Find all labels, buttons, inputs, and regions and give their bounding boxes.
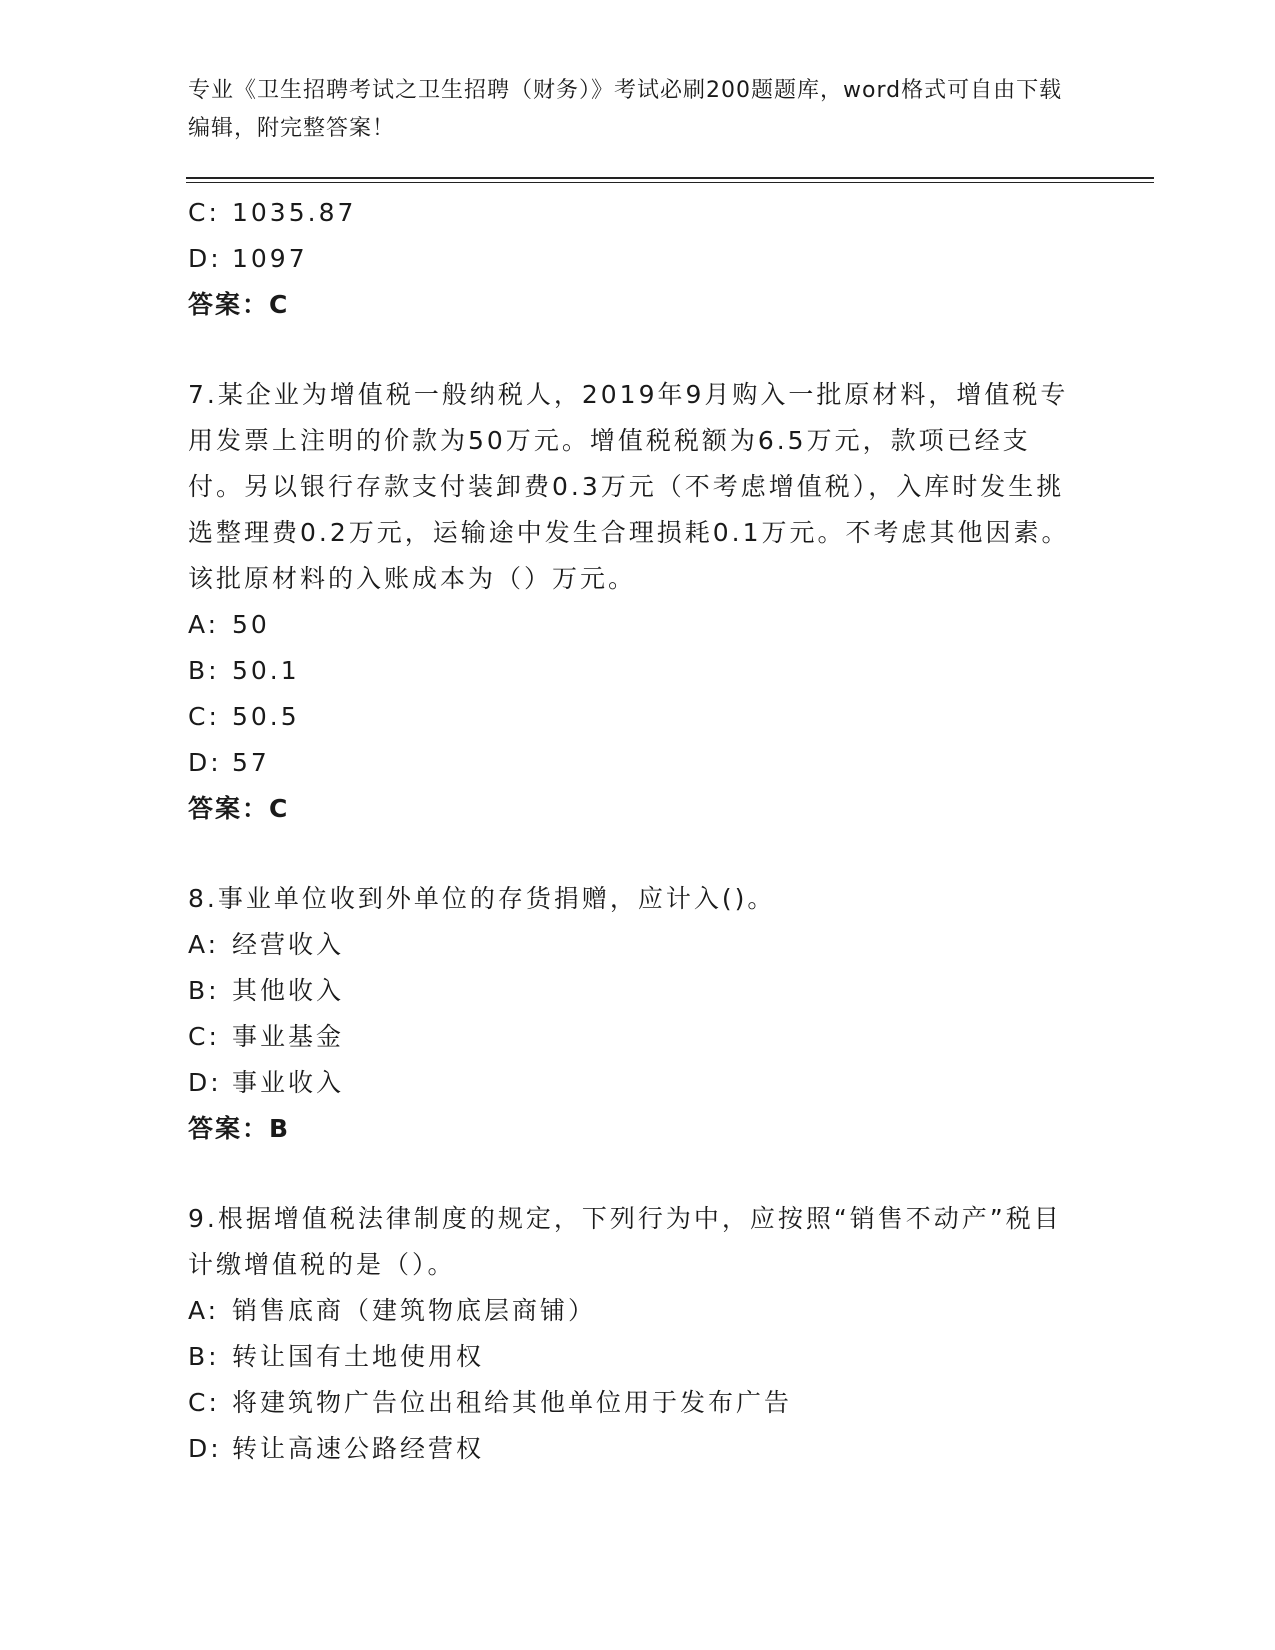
header-divider-thin (186, 182, 1154, 183)
option-label: C: (188, 702, 220, 731)
option-text: 57 (232, 748, 270, 777)
answer-line: 答案：B (188, 1114, 291, 1143)
option-text: 经营收入 (232, 930, 345, 959)
option-c (188, 190, 1088, 236)
option-label: D: (188, 1068, 222, 1097)
prev-question-options (188, 190, 1088, 282)
option-text: 销售底商（建筑物底层商铺） (232, 1296, 597, 1325)
option-label: A: (188, 1296, 220, 1325)
option-text: 50 (232, 610, 270, 639)
answer-line: 答案：C (188, 794, 290, 823)
option-a (188, 602, 1088, 648)
option-d (188, 1060, 1088, 1106)
document-header (188, 72, 1068, 148)
option-label: B: (188, 1342, 220, 1371)
option-label: D: (188, 1434, 222, 1463)
option-b (188, 648, 1088, 694)
question-8 (188, 876, 1088, 1152)
question-text: 7.某企业为增值税一般纳税人，2019年9月购入一批原材料，增值税专用发票上注明的价款为50万元。增值税税额为6.5万元，款项已经支付。另以银行存款支付装卸费0.3万元（不考虑增值税），入库时发生挑选整理费0.2万元，运输途中发生合理损耗0.1万元。不考虑其他因素。该批原材料的入账成本为（）万元。 (188, 380, 1070, 593)
option-text: 事业基金 (232, 1022, 345, 1051)
option-text: 事业收入 (232, 1068, 345, 1097)
option-label: B: (188, 656, 220, 685)
option-text: 50.5 (232, 702, 300, 731)
option-b (188, 1334, 1088, 1380)
answer-line: 答案：C (188, 290, 290, 319)
option-text: 其他收入 (232, 976, 345, 1005)
option-c (188, 1380, 1088, 1426)
option-d (188, 236, 1088, 282)
option-label: D: (188, 244, 222, 273)
option-c (188, 694, 1088, 740)
option-text: 50.1 (232, 656, 300, 685)
document-body (188, 190, 1088, 1472)
question-9 (188, 1196, 1088, 1472)
option-label: C: (188, 198, 220, 227)
option-d (188, 1426, 1088, 1472)
option-label: B: (188, 976, 220, 1005)
option-text: 转让国有土地使用权 (232, 1342, 485, 1371)
option-label: C: (188, 1388, 220, 1417)
option-c (188, 1014, 1088, 1060)
option-a (188, 1288, 1088, 1334)
option-d (188, 740, 1088, 786)
option-label: C: (188, 1022, 220, 1051)
question-text: 9.根据增值税法律制度的规定，下列行为中，应按照“销售不动产”税目计缴增值税的是（）。 (188, 1204, 1062, 1279)
option-label: A: (188, 930, 220, 959)
option-a (188, 922, 1088, 968)
header-divider-thick (186, 177, 1154, 179)
option-b (188, 968, 1088, 1014)
option-label: D: (188, 748, 222, 777)
option-text: 将建筑物广告位出租给其他单位用于发布广告 (232, 1388, 793, 1417)
option-text: 转让高速公路经营权 (232, 1434, 485, 1463)
question-text: 8.事业单位收到外单位的存货捐赠，应计入()。 (188, 884, 776, 913)
option-text: 1035.87 (232, 198, 357, 227)
header-title: 专业《卫生招聘考试之卫生招聘（财务）》考试必刷200题题库，word格式可自由下载编辑，附完整答案！ (188, 78, 1063, 141)
option-label: A: (188, 610, 220, 639)
question-7 (188, 372, 1088, 832)
option-text: 1097 (232, 244, 308, 273)
